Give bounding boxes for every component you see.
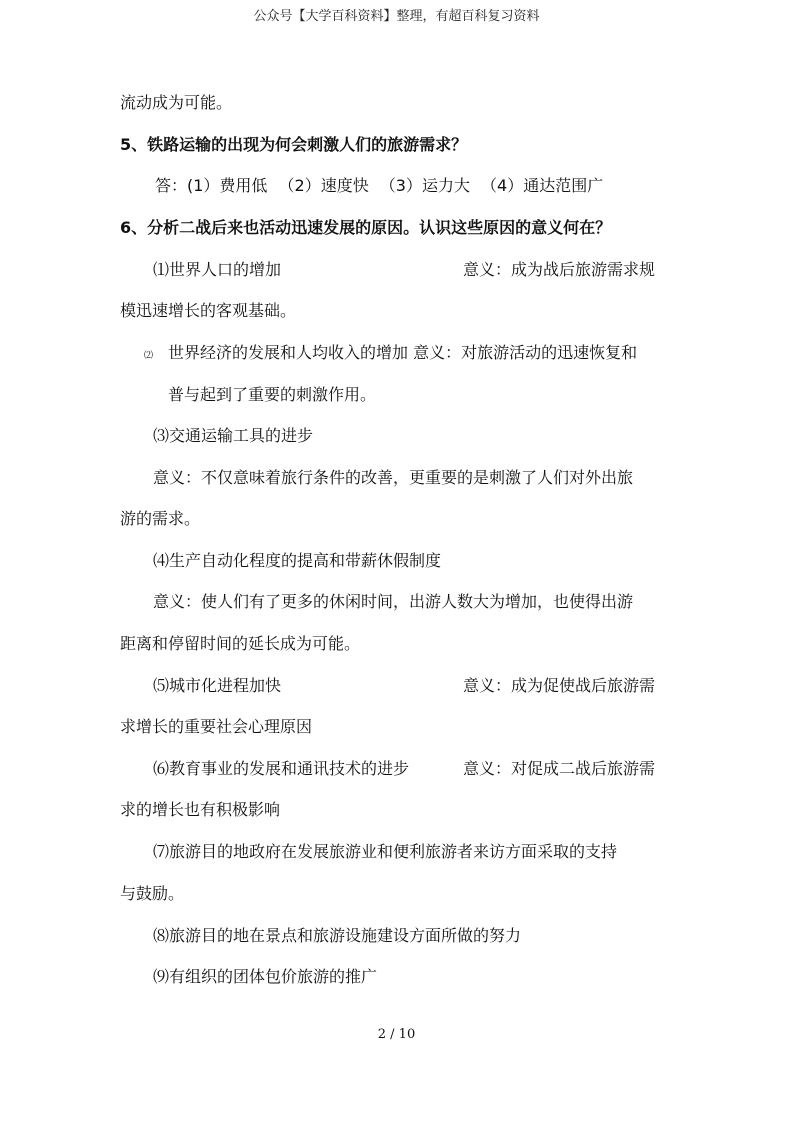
page-header: 公众号【大学百科资料】整理，有超百科复习资料 — [253, 9, 540, 24]
answer-5: 答：(1）费用低 （2）速度快 （3）运力大 （4）通达范围广 — [155, 176, 604, 195]
point-3-meaning: 意义：不仅意味着旅行条件的改善，更重要的是刺激了人们对外出旅 — [153, 468, 634, 487]
point-8-title: ⑻旅游目的地在景点和旅游设施建设方面所做的努力 — [153, 926, 522, 945]
question-5: 5、铁路运输的出现为何会刺激人们的旅游需求？ — [120, 135, 468, 154]
point-7-title: ⑺旅游目的地政府在发展旅游业和便利旅游者来访方面采取的支持 — [153, 842, 618, 861]
page-number: 2 / 10 — [377, 1027, 416, 1042]
text-line: 流动成为可能。 — [120, 93, 233, 112]
point-1-meaning: 意义：成为战后旅游需求规 — [463, 260, 656, 279]
point-4-title: ⑷生产自动化程度的提高和带薪休假制度 — [153, 551, 442, 570]
point-9-title: ⑼有组织的团体包价旅游的推广 — [153, 967, 378, 986]
point-6-meaning: 意义：对促成二战后旅游需 — [463, 759, 656, 778]
point-4-meaning: 意义：使人们有了更多的休闲时间，出游人数大为增加，也使得出游 — [153, 592, 634, 611]
point-2-title: 世界经济的发展和人均收入的增加 意义：对旅游活动的迅速恢复和 — [168, 343, 638, 362]
point-1-continuation: 模迅速增长的客观基础。 — [120, 301, 297, 320]
question-6: 6、分析二战后来也活动迅速发展的原因。认识这些原因的意义何在？ — [120, 218, 612, 237]
point-7-continuation: 与鼓励。 — [120, 884, 185, 903]
point-5-meaning: 意义：成为促使战后旅游需 — [463, 676, 656, 695]
point-2-continuation: 普与起到了重要的刺激作用。 — [168, 385, 377, 404]
point-3-title: ⑶交通运输工具的进步 — [153, 426, 314, 445]
point-3-continuation: 游的需求。 — [120, 509, 201, 528]
point-6-title: ⑹教育事业的发展和通讯技术的进步 — [153, 759, 410, 778]
point-2-number: ⑵ — [144, 351, 154, 361]
point-5-continuation: 求增长的重要社会心理原因 — [120, 717, 313, 736]
point-6-continuation: 求的增长也有积极影响 — [120, 800, 281, 819]
point-1-title: ⑴世界人口的增加 — [153, 260, 282, 279]
point-4-continuation: 距离和停留时间的延长成为可能。 — [120, 634, 361, 653]
point-5-title: ⑸城市化进程加快 — [153, 676, 282, 695]
